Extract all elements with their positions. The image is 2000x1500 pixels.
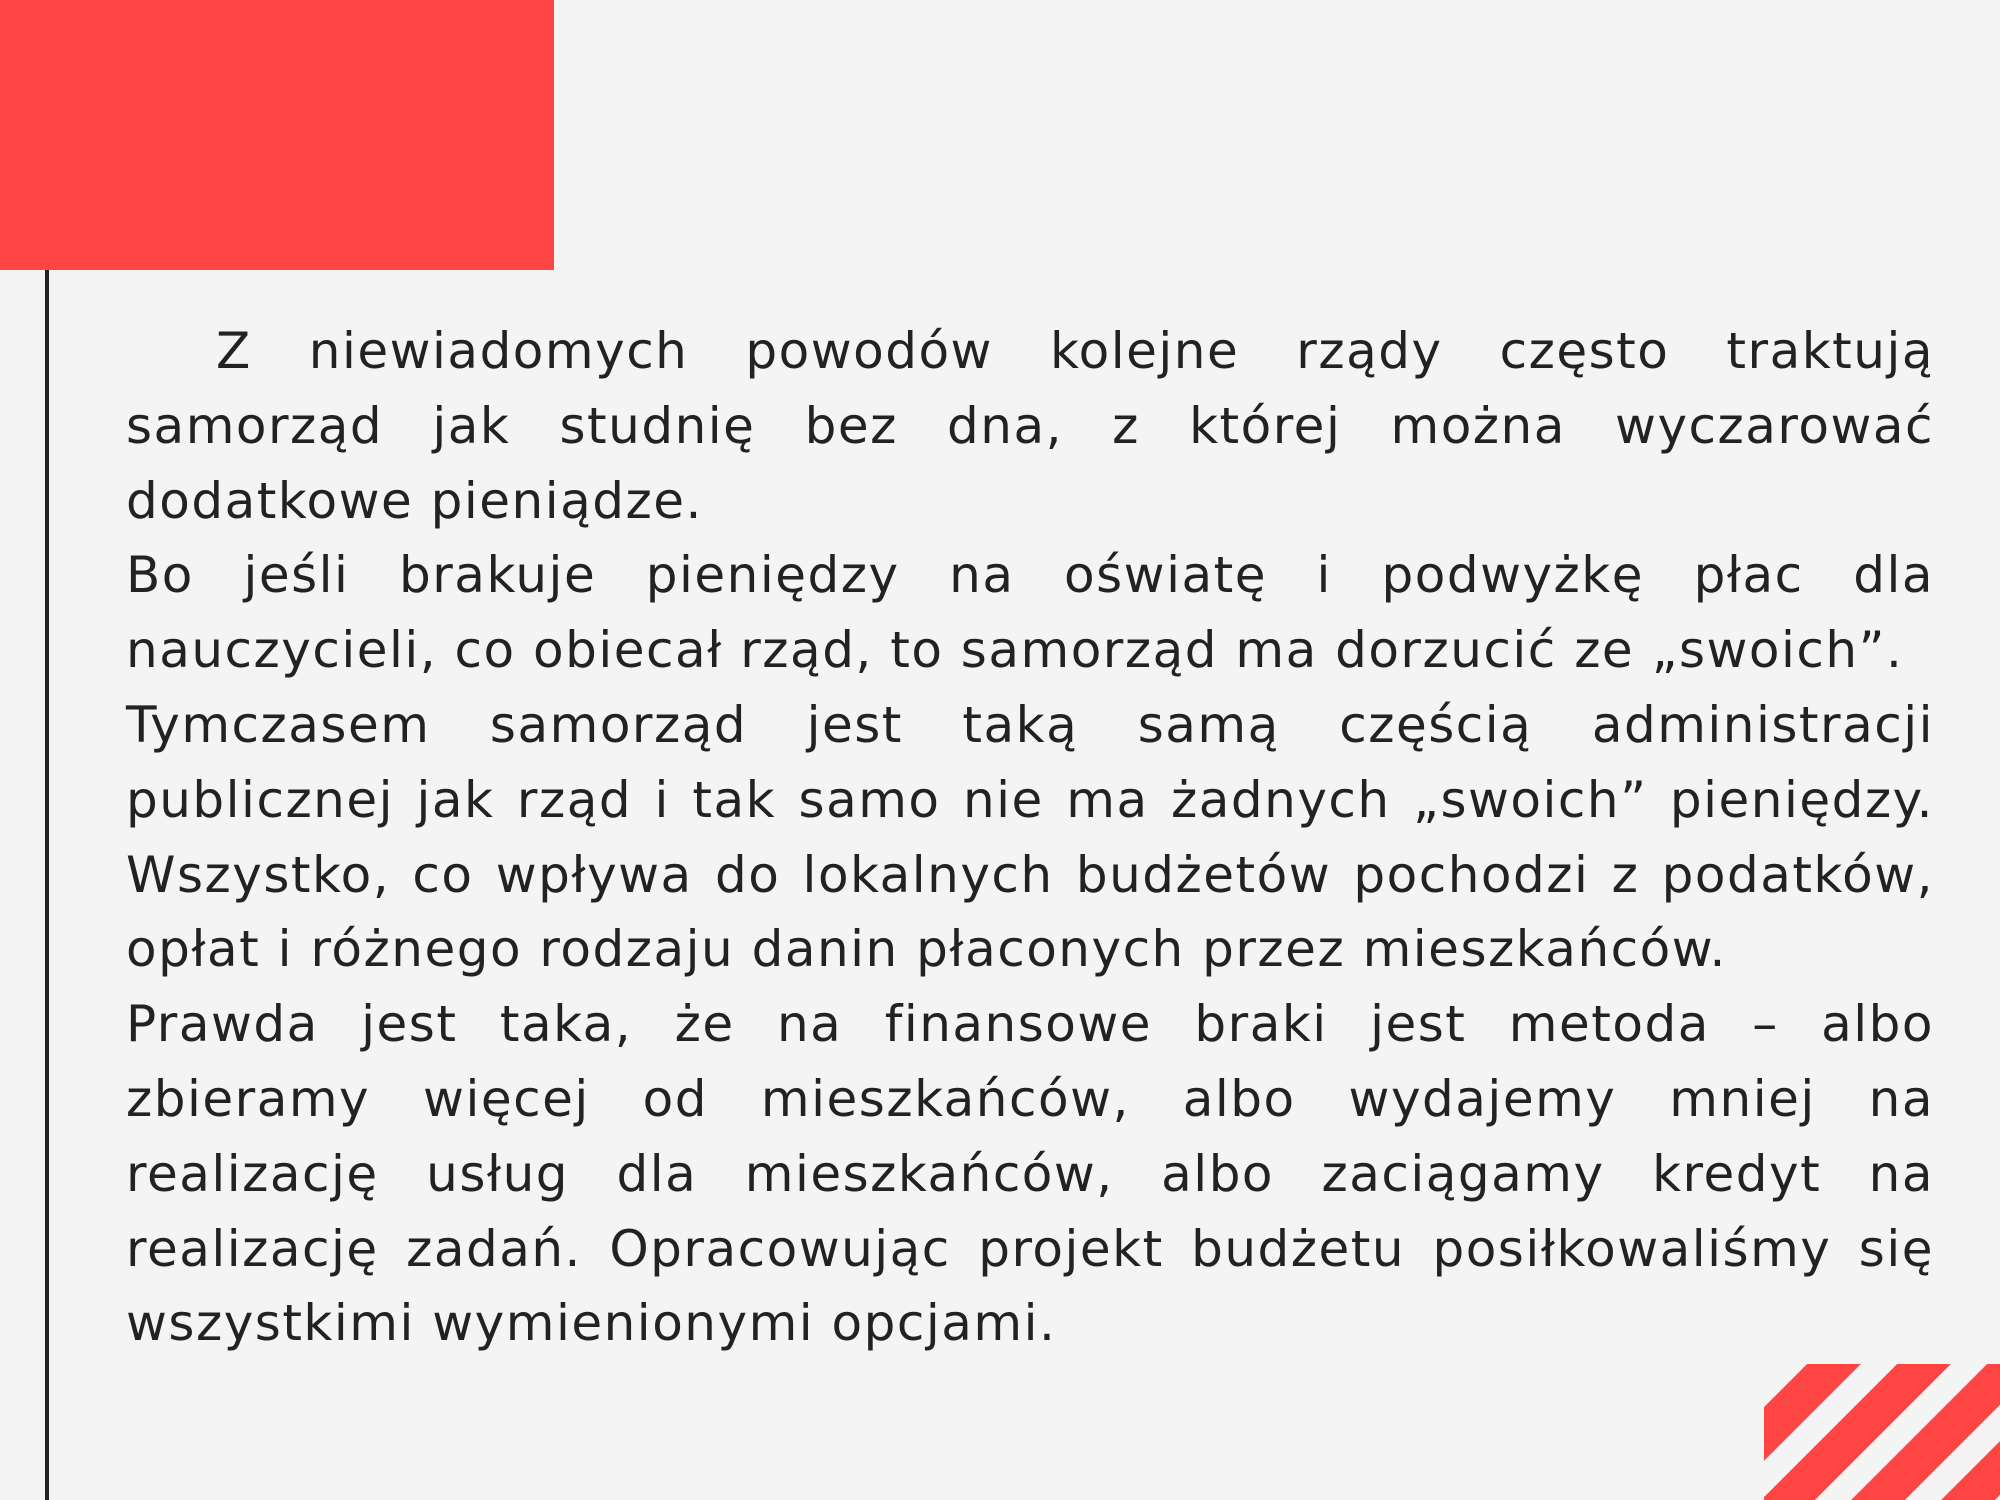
red-accent-block bbox=[0, 0, 554, 270]
diagonal-stripes-decoration bbox=[1764, 1364, 2000, 1500]
paragraph-2: Bo jeśli brakuje pieniędzy na oświatę i podwyżkę płac dla nauczycieli, co obiecał rząd, to samorząd ma dorzucić ze „swoich”. bbox=[126, 546, 1934, 680]
text-body bbox=[126, 314, 1934, 1361]
vertical-rule bbox=[45, 270, 49, 1500]
paragraph-1: Z niewiadomych powodów kolejne rządy często traktują samorząd jak studnię bez dna, z której można wyczarować dodatkowe pieniądze. bbox=[126, 322, 1934, 530]
paragraph-4: Prawda jest taka, że na finansowe braki jest metoda – albo zbieramy więcej od mieszkańców, albo wydajemy mniej na realizację usług dla mieszkańców, albo zaciągamy kredyt na realizację zadań. Opracowując projekt budżetu posiłkowaliśmy się wszystkimi wymienionymi opcjami. bbox=[126, 995, 1934, 1353]
paragraph-3: Tymczasem samorząd jest taką samą częścią administracji publicznej jak rząd i tak samo nie ma żadnych „swoich” pieniędzy. Wszystko, co wpływa do lokalnych budżetów pochodzi z podatków, opłat i różnego rodzaju danin płaconych przez mieszkańców. bbox=[126, 695, 1934, 979]
